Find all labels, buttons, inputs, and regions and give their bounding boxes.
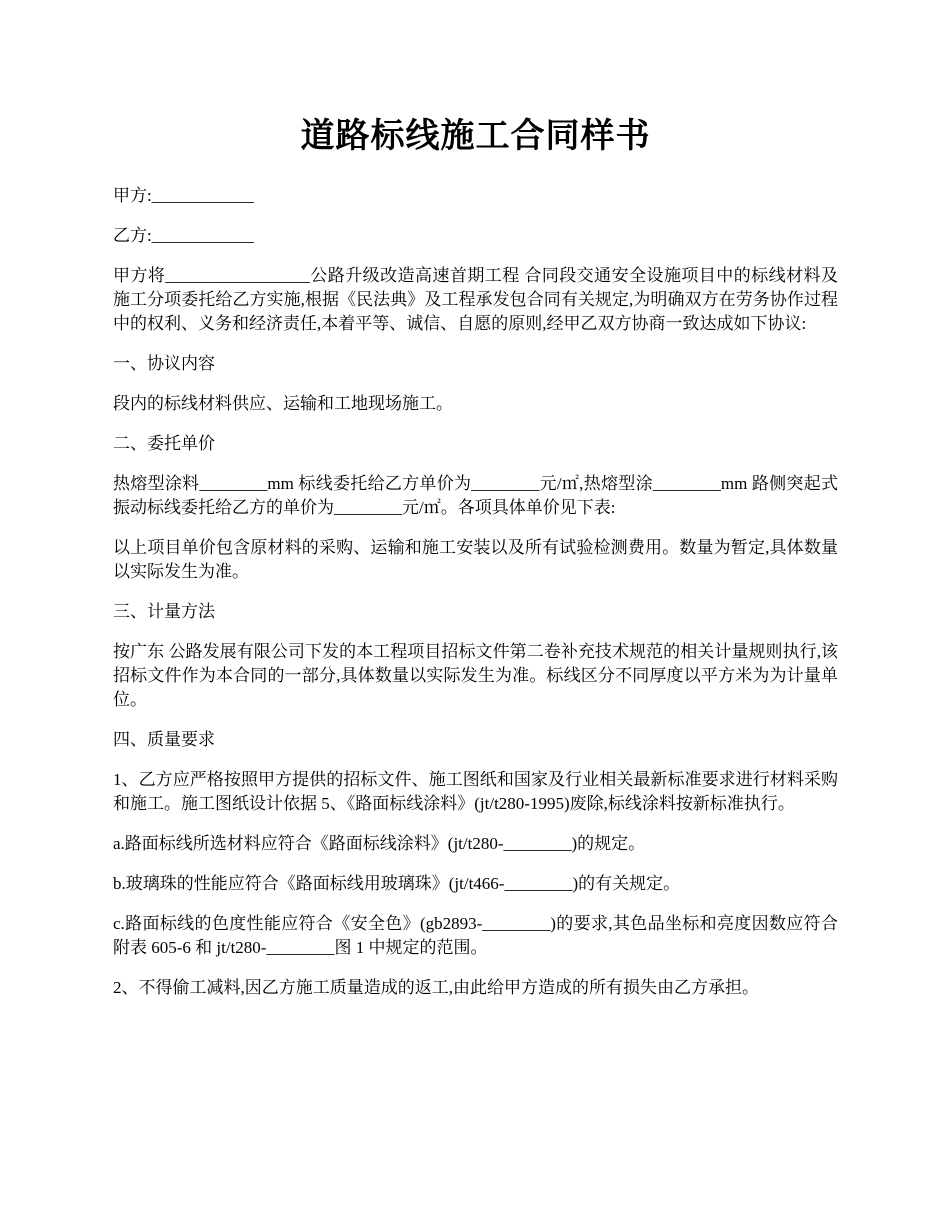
- measurement-paragraph: 按广东 公路发展有限公司下发的本工程项目招标文件第二卷补充技术规范的相关计量规则执行,该招标文件作为本合同的一部分,具体数量以实际发生为准。标线区分不同厚度以平方米为为计量单位。: [113, 642, 838, 709]
- quality-item-2: 2、不得偷工减料,因乙方施工质量造成的返工,由此给甲方造成的所有损失由乙方承担。: [113, 978, 759, 997]
- quality-item-a: a.路面标线所选材料应符合《路面标线涂料》(jt/t280-________)的规定。: [113, 834, 646, 853]
- quality-item-b: b.玻璃珠的性能应符合《路面标线用玻璃珠》(jt/t466-________)的有关规定。: [113, 874, 681, 893]
- section-heading-quality: 四、质量要求: [113, 730, 215, 749]
- document-title: 道路标线施工合同样书: [300, 118, 651, 155]
- section-heading-agreement-content: 一、协议内容: [113, 354, 215, 373]
- section-heading-unit-price: 二、委托单价: [113, 434, 215, 453]
- price-inclusion-paragraph: 以上项目单价包含原材料的采购、运输和施工安装以及所有试验检测费用。数量为暂定,具体数量以实际发生为准。: [113, 538, 838, 581]
- party-b-line: 乙方:____________: [113, 226, 254, 245]
- intro-paragraph: 甲方将_________________公路升级改造高速首期工程 合同段交通安全设施项目中的标线材料及施工分项委托给乙方实施,根据《民法典》及工程承发包合同有关规定,为明确双方在劳务协作过程中的权利、义务和经济责任,本着平等、诚信、自愿的原则,经甲乙双方协商一致达成如下协议:: [113, 266, 838, 333]
- section-heading-measurement: 三、计量方法: [113, 602, 215, 621]
- quality-item-c: c.路面标线的色度性能应符合《安全色》(gb2893-________)的要求,其色品坐标和亮度因数应符合附表 605-6 和 jt/t280-________图 1 中规定的范围。: [113, 914, 838, 957]
- unit-price-paragraph: 热熔型涂料________mm 标线委托给乙方单价为________元/㎡,热熔型涂________mm 路侧突起式振动标线委托给乙方的单价为________元/㎡。各项具体单价见下表:: [113, 474, 838, 517]
- agreement-content-paragraph: 段内的标线材料供应、运输和工地现场施工。: [113, 394, 453, 413]
- party-a-line: 甲方:____________: [113, 186, 254, 205]
- quality-item-1: 1、乙方应严格按照甲方提供的招标文件、施工图纸和国家及行业相关最新标准要求进行材料采购和施工。施工图纸设计依据 5、《路面标线涂料》(jt/t280-1995)废除,标线涂料按新标准执行。: [113, 770, 838, 813]
